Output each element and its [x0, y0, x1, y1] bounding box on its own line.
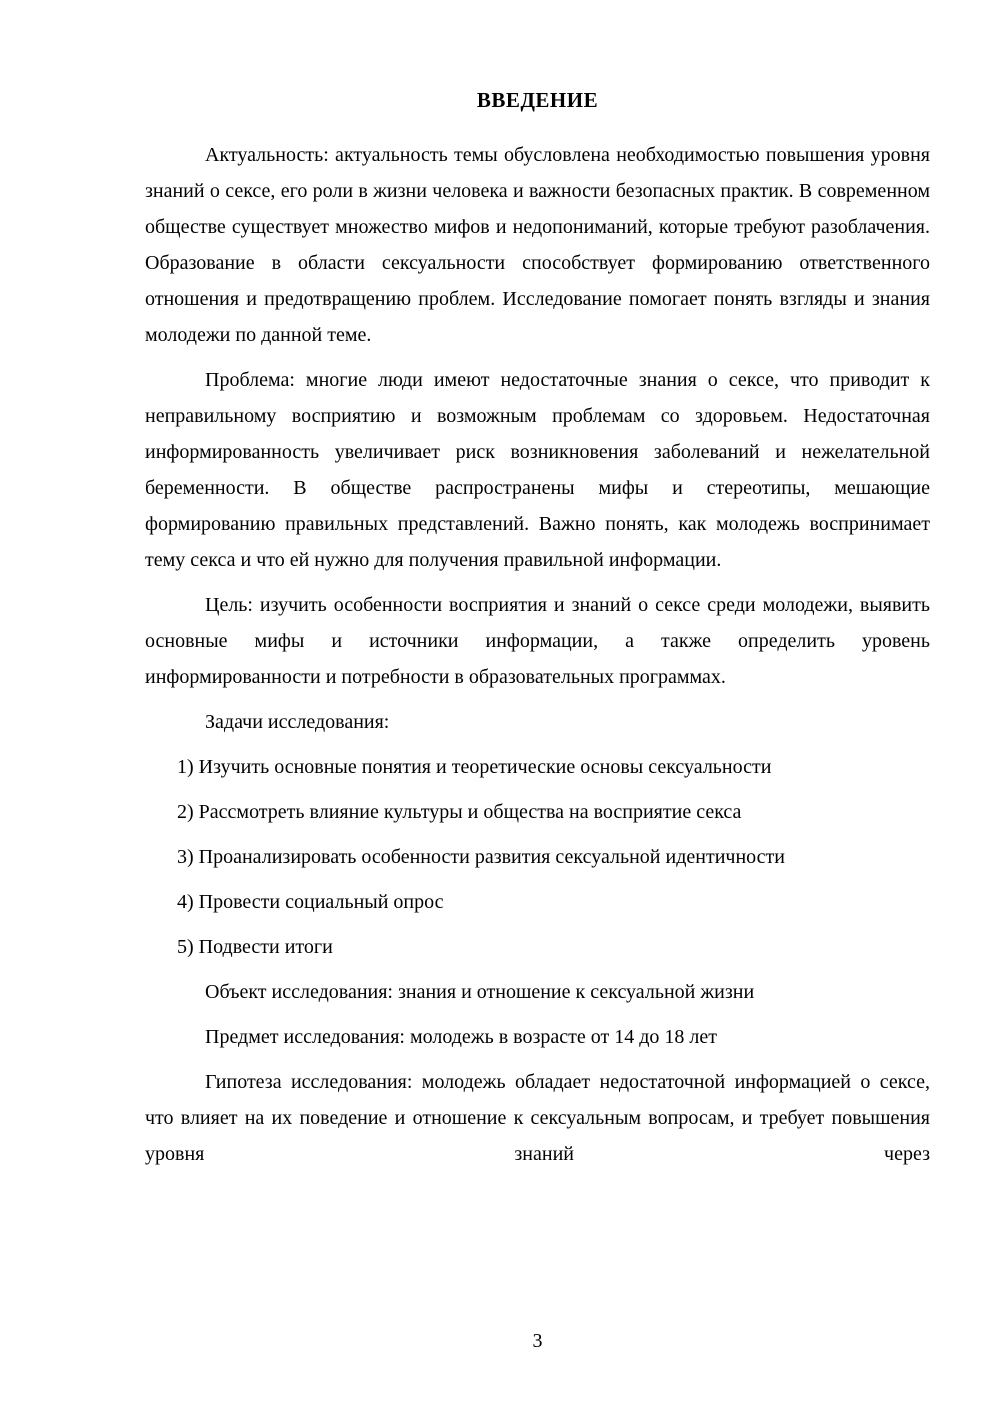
- paragraph-hypothesis: Гипотеза исследования: молодежь обладает недостаточной информацией о сексе, что влияет на их поведение и отношение к сексуальным вопросам, и требует повышения уровня знаний через: [145, 1071, 930, 1165]
- paragraph-relevance: Актуальность: актуальность темы обусловлена необходимостью повышения уровня знаний о сексе, его роли в жизни человека и важности безопасных практик. В современном обществе существует множество мифов и недопониманий, которые требуют разоблачения. Образование в области сексуальности способствует формированию ответственного отношения и предотвращению проблем. Исследование помогает понять взгляды и знания молодежи по данной теме.: [145, 144, 930, 346]
- tasks-heading: Задачи исследования:: [205, 711, 390, 733]
- task-item-5: 5) Подвести итоги: [177, 936, 333, 958]
- task-item-1: 1) Изучить основные понятия и теоретические основы сексуальности: [177, 756, 772, 778]
- paragraph-subject: Предмет исследования: молодежь в возрасте от 14 до 18 лет: [205, 1026, 718, 1048]
- paragraph-problem: Проблема: многие люди имеют недостаточные знания о сексе, что приводит к неправильному восприятию и возможным проблемам со здоровьем. Недостаточная информированность увеличивает риск возникновения заболеваний и нежелательной беременности. В обществе распространены мифы и стереотипы, мешающие формированию правильных представлений. Важно понять, как молодежь воспринимает тему секса и что ей нужно для получения правильной информации.: [145, 369, 930, 571]
- paragraph-object: Объект исследования: знания и отношение к сексуальной жизни: [205, 981, 755, 1003]
- paragraph-goal: Цель: изучить особенности восприятия и знаний о сексе среди молодежи, выявить основные мифы и источники информации, а также определить уровень информированности и потребности в образовательных программах.: [145, 594, 930, 688]
- task-item-4: 4) Провести социальный опрос: [177, 891, 444, 913]
- page-number: 3: [532, 1330, 543, 1352]
- task-item-2: 2) Рассмотреть влияние культуры и общества на восприятие секса: [177, 801, 742, 823]
- task-item-3: 3) Проанализировать особенности развития сексуальной идентичности: [177, 846, 785, 868]
- page-title: ВВЕДЕНИЕ: [476, 88, 599, 112]
